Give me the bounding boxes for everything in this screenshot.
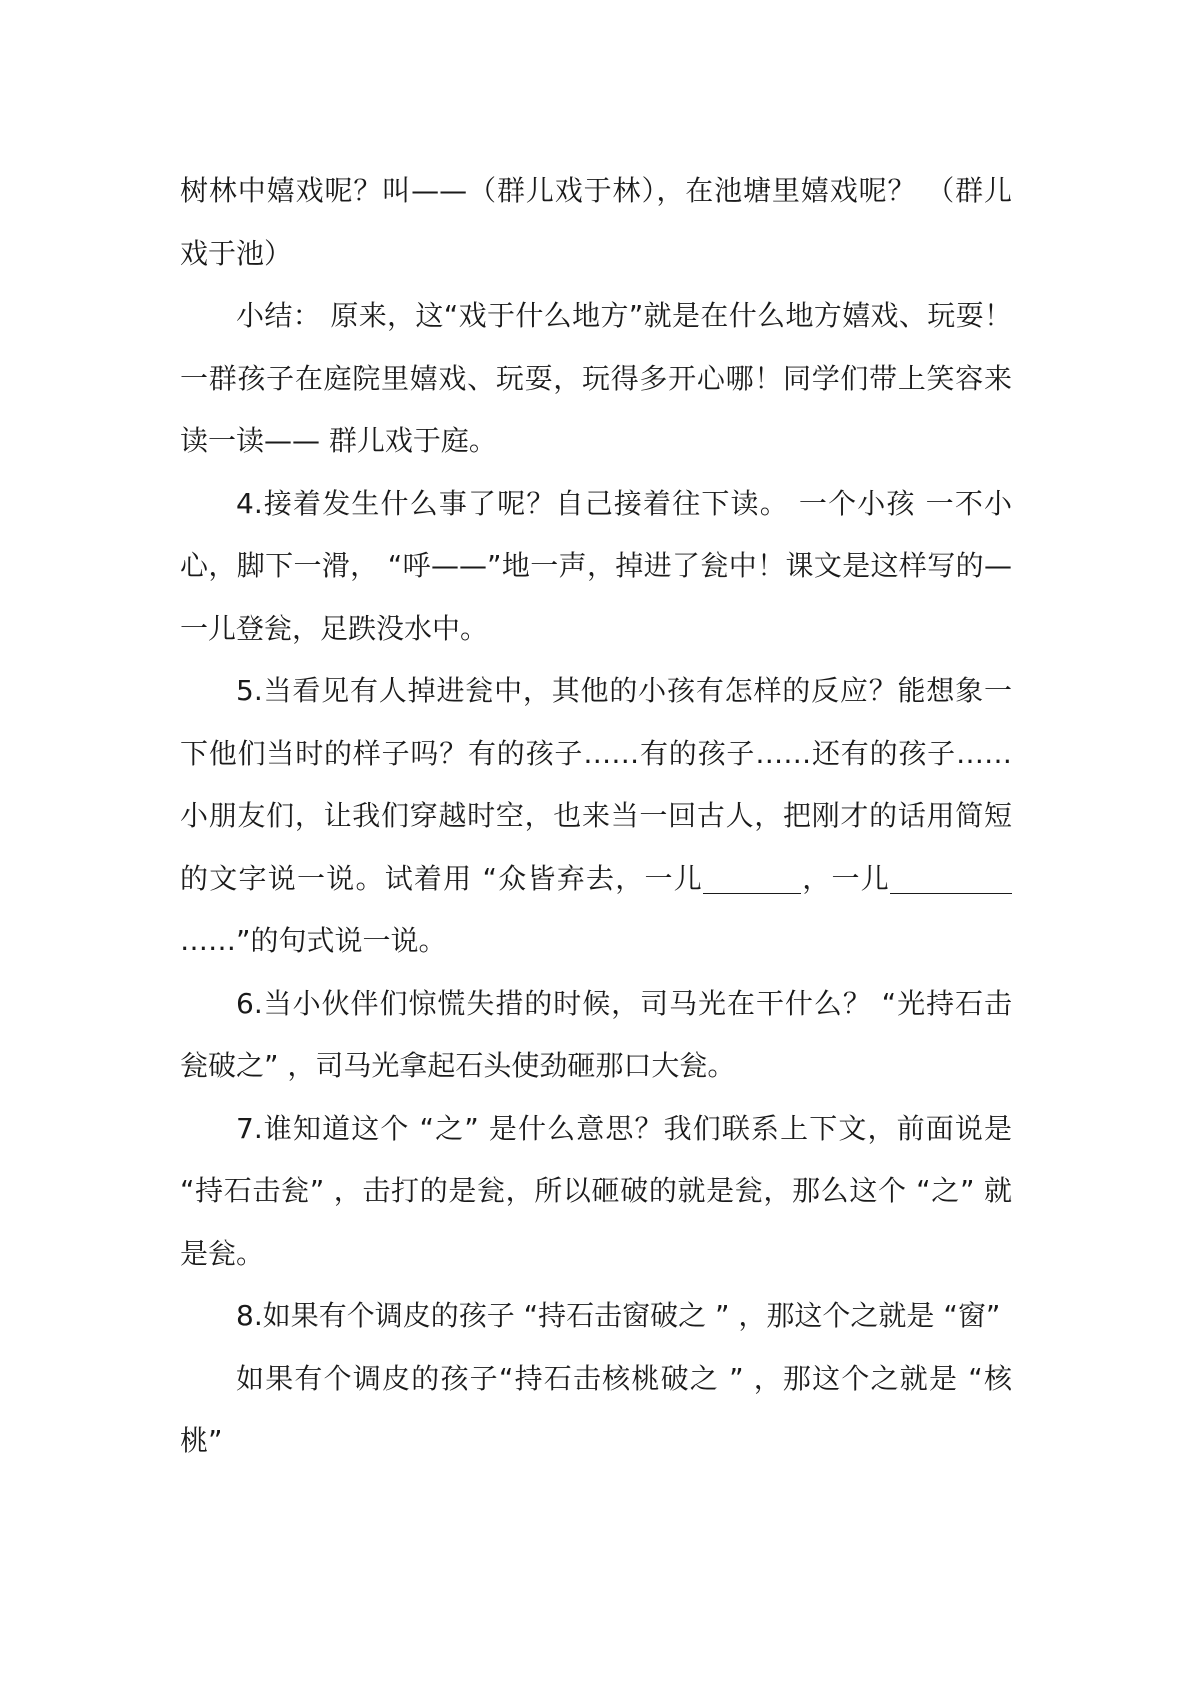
paragraph-step-4: 4.接着发生什么事了呢？自己接着往下读。 一个小孩 一不小心，脚下一滑， “呼——”地一声，掉进了瓮中！课文是这样写的—一儿登瓮，足跌没水中。 [180,486,1012,645]
paragraph-step-5 [180,660,1012,973]
step-5-text-part-2: ，一儿 [801,861,890,895]
fill-in-blank-2 [890,863,1012,894]
paragraph-step-7: 7.谁知道这个 “之” 是什么意思？我们联系上下文，前面说是 “持石击瓮” ，击打的是瓮，所以砸破的就是瓮，那么这个 “之” 就是瓮。 [180,1111,1012,1270]
paragraph-step-8-example: 如果有个调皮的孩子“持石击核桃破之 ” ，那这个之就是 “核桃” [180,1361,1012,1457]
step-5-text-part-1: 5.当看见有人掉进瓮中，其他的小孩有怎样的反应？能想象一下他们当时的样子吗？有的孩子……有的孩子……还有的孩子……小朋友们，让我们穿越时空，也来当一回古人，把刚才的话用简短的文字说一说。试着用 “众皆弃去，一儿 [180,674,1012,895]
paragraph-step-8: 8.如果有个调皮的孩子 “持石击窗破之 ” ，那这个之就是 “窗” [236,1299,1001,1332]
document-body [180,160,1012,1473]
paragraph-summary: 小结： 原来，这“戏于什么地方”就是在什么地方嬉戏、玩耍！一群孩子在庭院里嬉戏、玩耍，玩得多开心哪！同学们带上笑容来读一读—— 群儿戏于庭。 [180,299,1012,457]
paragraph-step-6: 6.当小伙伴们惊慌失措的时候，司马光在干什么？ “光持石击瓮破之” ，司马光拿起石头使劲砸那口大瓮。 [180,986,1012,1082]
paragraph-continued-intro: 树林中嬉戏呢？叫——（群儿戏于林），在池塘里嬉戏呢？ （群儿戏于池） [180,174,1012,270]
fill-in-blank-1 [703,863,801,894]
step-5-text-part-3: ……”的句式说一说。 [180,924,447,957]
